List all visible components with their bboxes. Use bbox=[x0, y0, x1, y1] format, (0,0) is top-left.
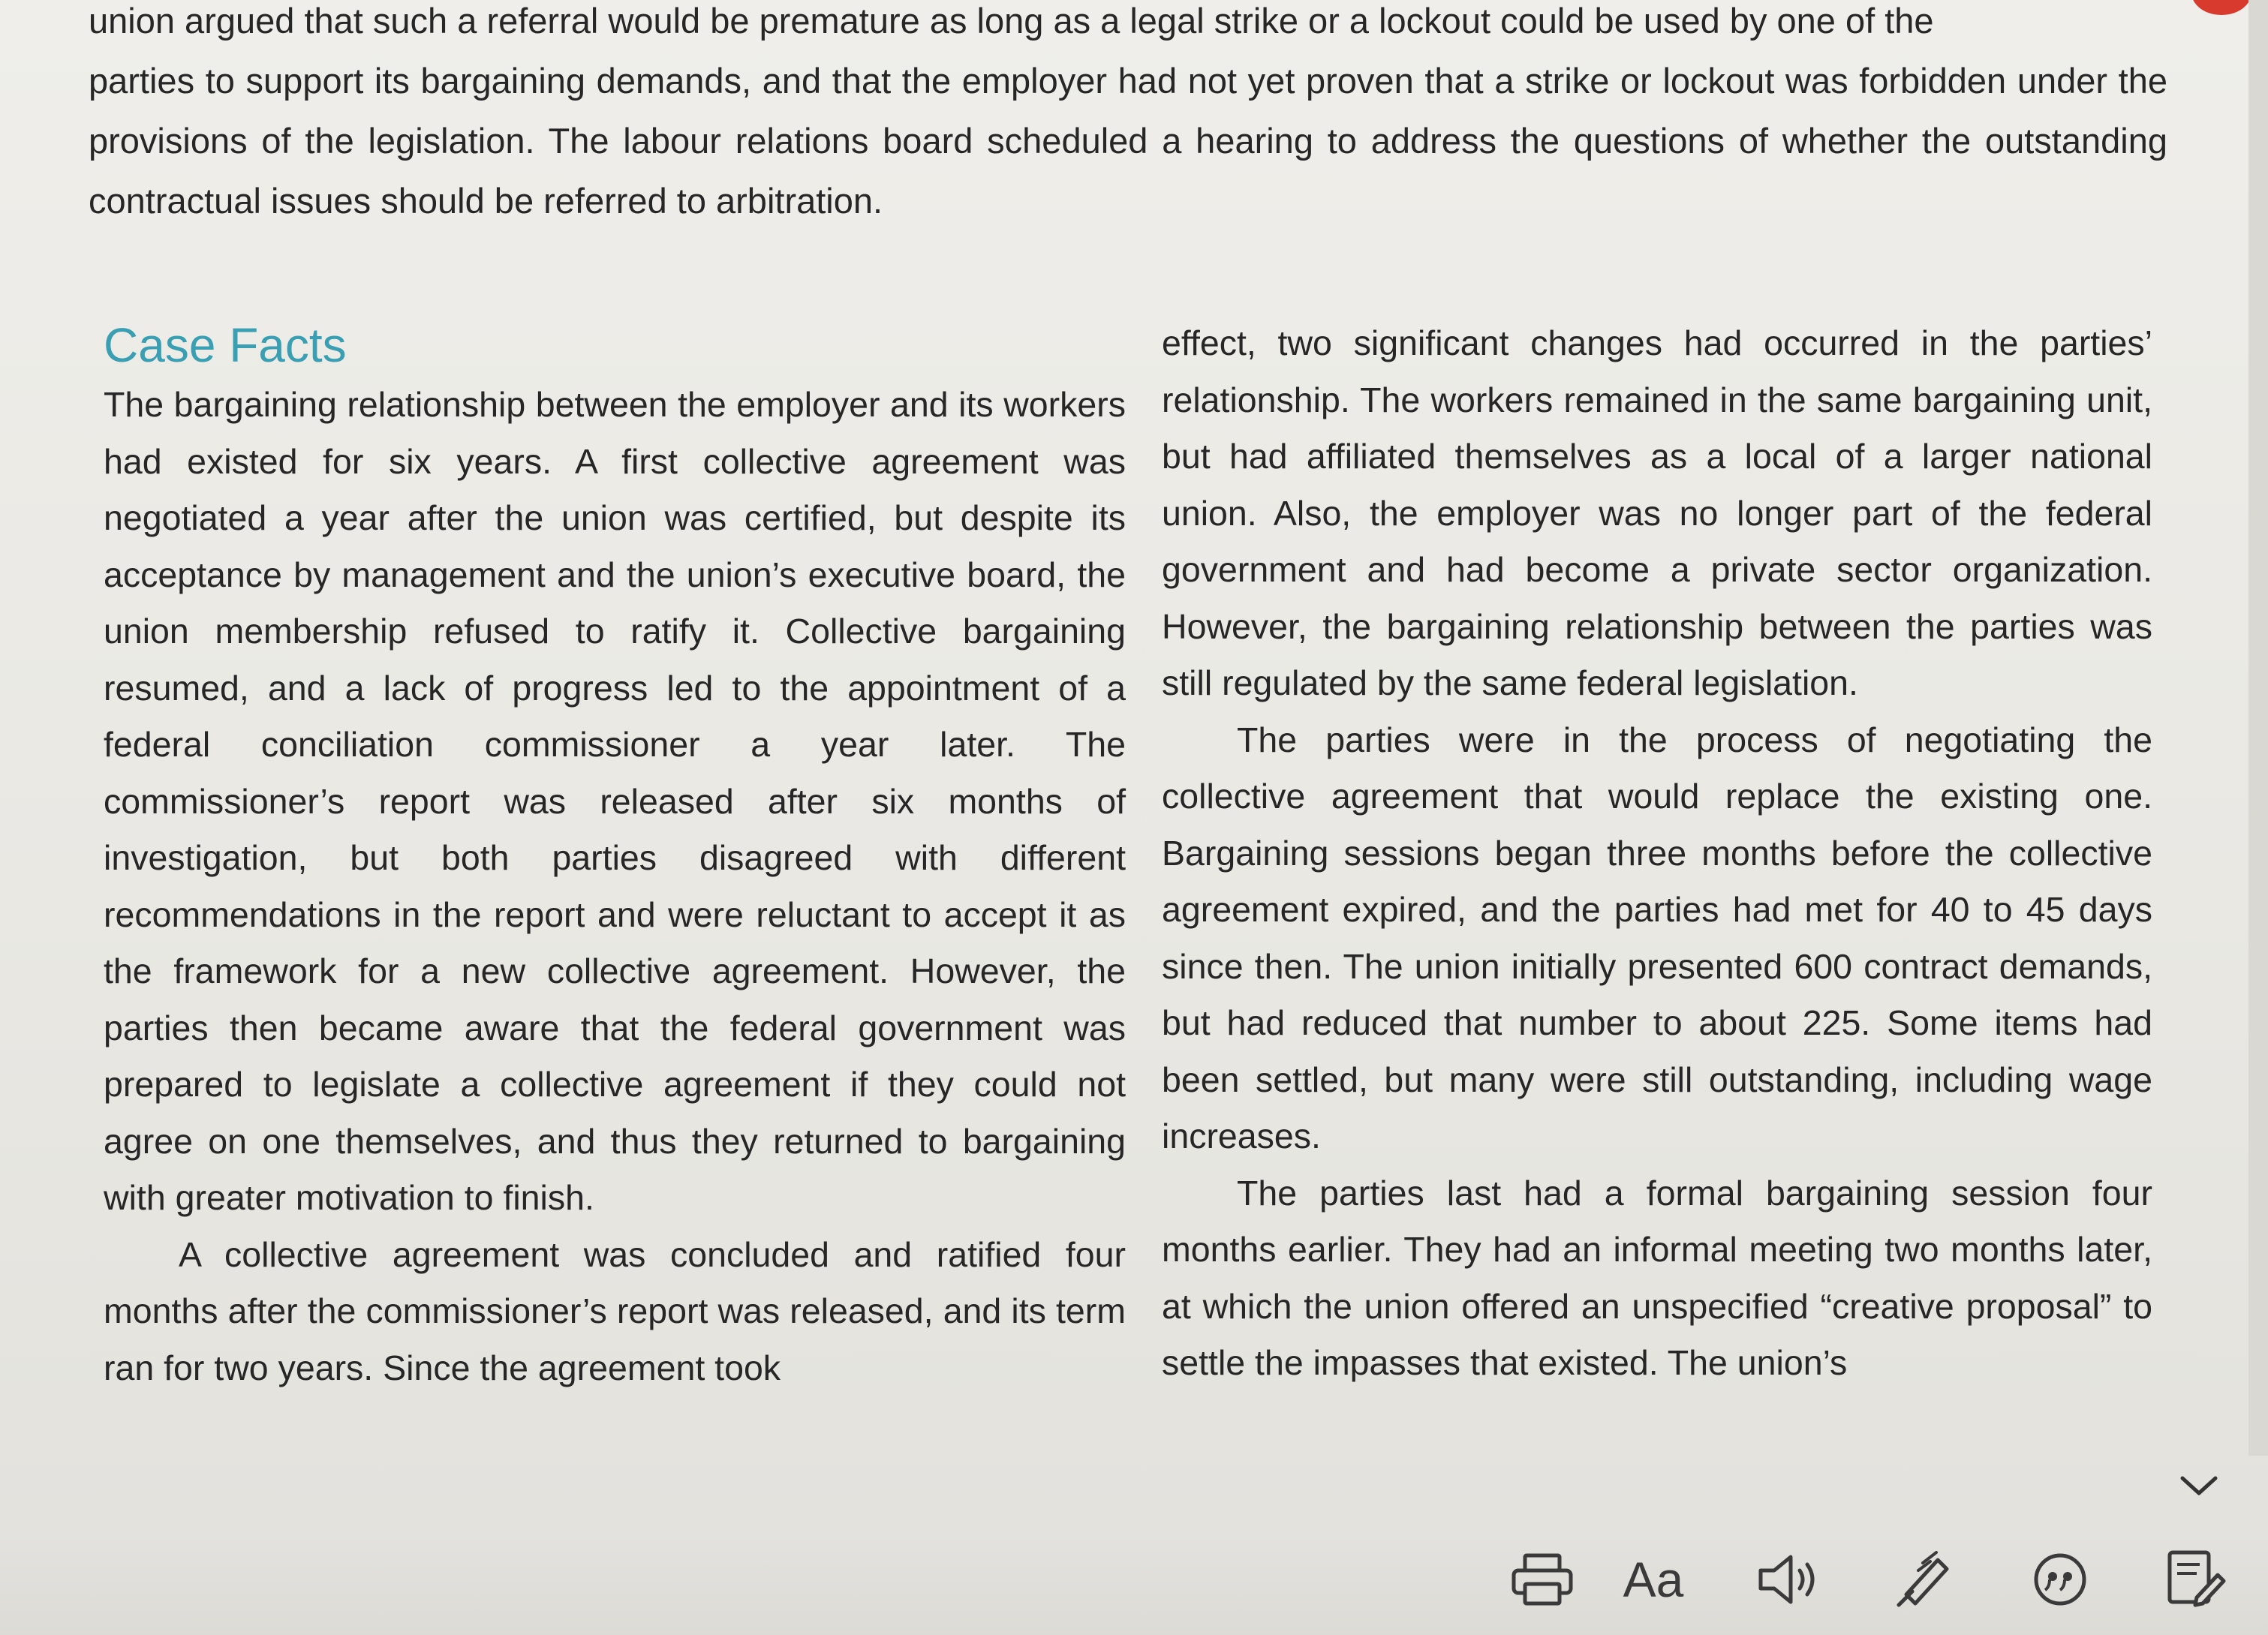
intro-paragraph bbox=[89, 1, 2167, 231]
highlight-button[interactable] bbox=[1891, 1546, 1959, 1613]
intro-text: parties to support its bargaining demands, and that the employer had not yet proven that a strike or lockout was forbidden under the provisions of the legislation. The labour relations board scheduled a hearing to address the questions of whether the outstanding contractual issues should be referred to arbitration. bbox=[89, 61, 2167, 221]
font-settings-button[interactable] bbox=[1620, 1546, 1687, 1613]
quote-button[interactable] bbox=[2026, 1546, 2094, 1613]
quote-bubble-icon bbox=[2030, 1549, 2090, 1609]
printer-icon bbox=[1510, 1551, 1575, 1608]
chevron-down-icon[interactable] bbox=[2176, 1471, 2221, 1501]
left-column bbox=[104, 308, 1126, 1396]
left-paragraph-2: A collective agreement was concluded and ratified four months after the commissioner’s report was released, and its term ran for two years. Since the agreement took bbox=[104, 1234, 1126, 1387]
right-paragraph-2: The parties were in the process of negotiating the collective agreement that would replace the existing one. Bargaining sessions began three months before the collective agreement expired, and the parties had met for 40 to 45 days since then. The union initially presented 600 contract demands, but had reduced that number to about 225. Some items had been settled, but many were still outstanding, including wage increases. bbox=[1162, 720, 2152, 1156]
print-button[interactable] bbox=[1508, 1546, 1576, 1613]
left-paragraph-1: The bargaining relationship between the employer and its workers had existed for six years. A first collective agreement was negotiated a year after the union was certified, but despite its acceptance by management and the union’s executive board, the union membership refused to ratify it. Collective bargaining resumed, and a lack of progress led to the appointment of a federal conciliation commissioner a year later. The commissioner’s report was released after six months of investigation, but both parties disagreed with different recommendations in the report and were reluctant to accept it as the framework for a new collective agreement. However, the parties then became aware that the federal government was prepared to legislate a collective agreement if they could not agree on one themselves, and thus they returned to bargaining with greater motivation to finish. bbox=[104, 385, 1126, 1217]
notes-edit-icon bbox=[2164, 1548, 2227, 1611]
read-aloud-button[interactable] bbox=[1756, 1546, 1824, 1613]
section-heading: Case Facts bbox=[104, 318, 347, 372]
right-paragraph-3: The parties last had a formal bargaining session four months earlier. They had an informal meeting two months later, at which the union offered an unspecified “creative proposal” to settle the impasses that existed. The union’s bbox=[1162, 1173, 2152, 1382]
window-close-dot[interactable] bbox=[2191, 0, 2251, 15]
right-paragraph-1: effect, two significant changes had occurred in the parties’ relationship. The workers remained in the same bargaining unit, but had affiliated themselves as a local of a larger national union. Also, the employer was no longer part of the federal government and had become a private sector organization. However, the bargaining relationship between the parties was still regulated by the same federal legislation. bbox=[1162, 323, 2152, 702]
highlighter-icon bbox=[1893, 1549, 1957, 1609]
intro-cut-line: union argued that such a referral would be premature as long as a legal strike or a lockout could be used by one of the bbox=[89, 1, 1934, 41]
vertical-scrollbar[interactable] bbox=[2248, 0, 2268, 1456]
font-settings-label: Aa bbox=[1623, 1552, 1684, 1607]
speaker-icon bbox=[1756, 1551, 1824, 1608]
notes-button[interactable] bbox=[2161, 1546, 2229, 1613]
right-column bbox=[1162, 315, 2152, 1392]
